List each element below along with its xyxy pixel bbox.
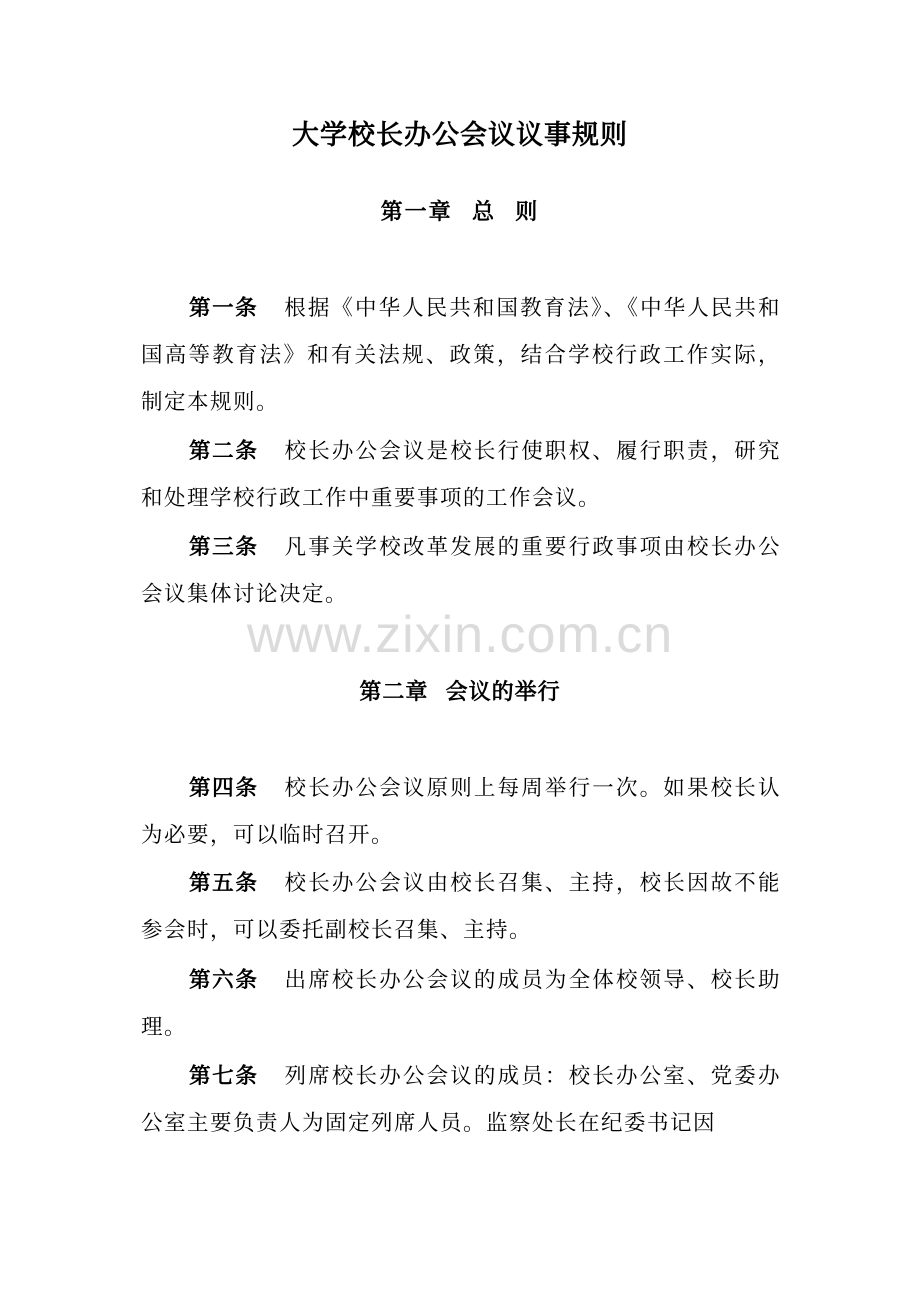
article-5 <box>141 860 781 954</box>
article-text: 出席校长办公会议的成员为全体校领导、校长助理。 <box>141 968 781 1040</box>
article-label: 第三条 <box>189 535 259 560</box>
article-1 <box>141 285 781 426</box>
article-label: 第五条 <box>189 871 259 896</box>
chapter-2-heading: 第二章 会议的举行 <box>359 680 561 705</box>
article-label: 第一条 <box>189 296 259 321</box>
article-6 <box>141 957 781 1051</box>
article-text: 根据《中华人民共和国教育法》、《中华人民共和国高等教育法》和有关法规、政策，结合学校行政工作实际，制定本规则。 <box>141 296 781 415</box>
article-label: 第四条 <box>189 776 259 801</box>
watermark: www.zixin.com.cn <box>246 606 674 664</box>
article-label: 第七条 <box>189 1064 259 1089</box>
article-7 <box>141 1053 781 1147</box>
article-label: 第二条 <box>189 439 259 464</box>
document-title: 大学校长办公会议议事规则 <box>292 120 628 151</box>
article-text: 校长办公会议是校长行使职权、履行职责，研究和处理学校行政工作中重要事项的工作会议。 <box>141 439 781 511</box>
article-text: 校长办公会议原则上每周举行一次。如果校长认为必要，可以临时召开。 <box>141 776 781 848</box>
article-3 <box>141 524 781 618</box>
chapter-1-heading: 第一章 总 则 <box>380 200 540 225</box>
article-2 <box>141 428 781 522</box>
article-text: 列席校长办公会议的成员：校长办公室、党委办公室主要负责人为固定列席人员。监察处长在纪委书记因 <box>141 1064 781 1136</box>
article-4 <box>141 765 781 859</box>
article-text: 校长办公会议由校长召集、主持，校长因故不能参会时，可以委托副校长召集、主持。 <box>141 871 781 943</box>
article-label: 第六条 <box>189 968 259 993</box>
article-text: 凡事关学校改革发展的重要行政事项由校长办公会议集体讨论决定。 <box>141 535 781 607</box>
